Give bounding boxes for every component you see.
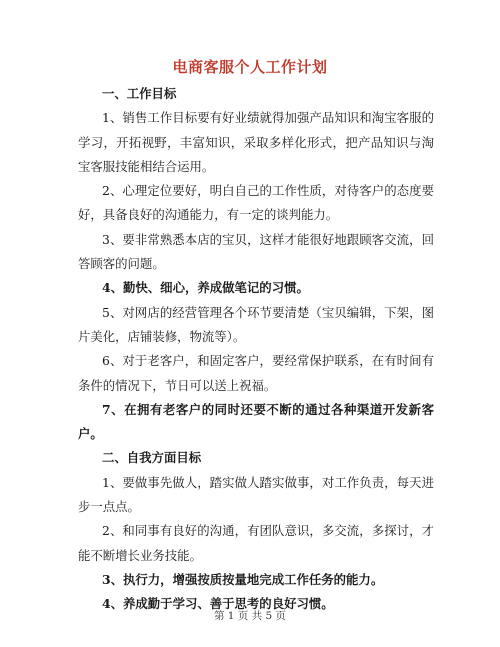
paragraph-self-1: 1、要做事先做人，踏实做人踏实做事，对工作负责，每天进步一点点。 bbox=[78, 474, 434, 515]
paragraph-goal-1: 1、销售工作目标要有好业绩就得加强产品知识和淘宝客服的学习，开拓视野，丰富知识，采取多样化形式，把产品知识与淘宝客服技能相结合运用。 bbox=[78, 110, 434, 174]
paragraph-goal-7: 7、在拥有老客户的同时还要不断的通过各种渠道开发新客户。 bbox=[78, 401, 434, 442]
paragraph-goal-4: 4、勤快、细心，养成做笔记的习惯。 bbox=[102, 280, 309, 296]
paragraph-self-2: 2、和同事有良好的沟通，有团队意识，多交流，多探讨，才能不断增长业务技能。 bbox=[78, 523, 434, 563]
section-heading-self-goals: 二、自我方面目标 bbox=[102, 450, 202, 466]
page-number-footer: 第 1 页 共 5 页 bbox=[213, 610, 287, 622]
paragraph-goal-2: 2、心理定位要好，明白自己的工作性质，对待客户的态度要好，具备良好的沟通能力，有一定的谈判能力。 bbox=[78, 183, 434, 223]
paragraph-goal-3: 3、要非常熟悉本店的宝贝，这样才能很好地跟顾客交流，回答顾客的问题。 bbox=[78, 231, 434, 272]
paragraph-self-3: 3、执行力，增强按质按量地完成工作任务的能力。 bbox=[102, 571, 384, 587]
section-heading-work-goals: 一、工作目标 bbox=[102, 86, 177, 101]
paragraph-self-4: 4、养成勤于学习、善于思考的良好习惯。 bbox=[102, 596, 334, 612]
paragraph-goal-5: 5、对网店的经营管理各个环节要清楚（宝贝编辑，下架，图片美化，店铺装修，物流等）。 bbox=[78, 304, 434, 344]
paragraph-goal-6: 6、对于老客户，和固定客户，要经常保护联系，在有时间有条件的情况下，节日可以送上祝福。 bbox=[78, 353, 434, 393]
document-title: 电商客服个人工作计划 bbox=[172, 58, 328, 76]
document-body bbox=[78, 82, 434, 617]
